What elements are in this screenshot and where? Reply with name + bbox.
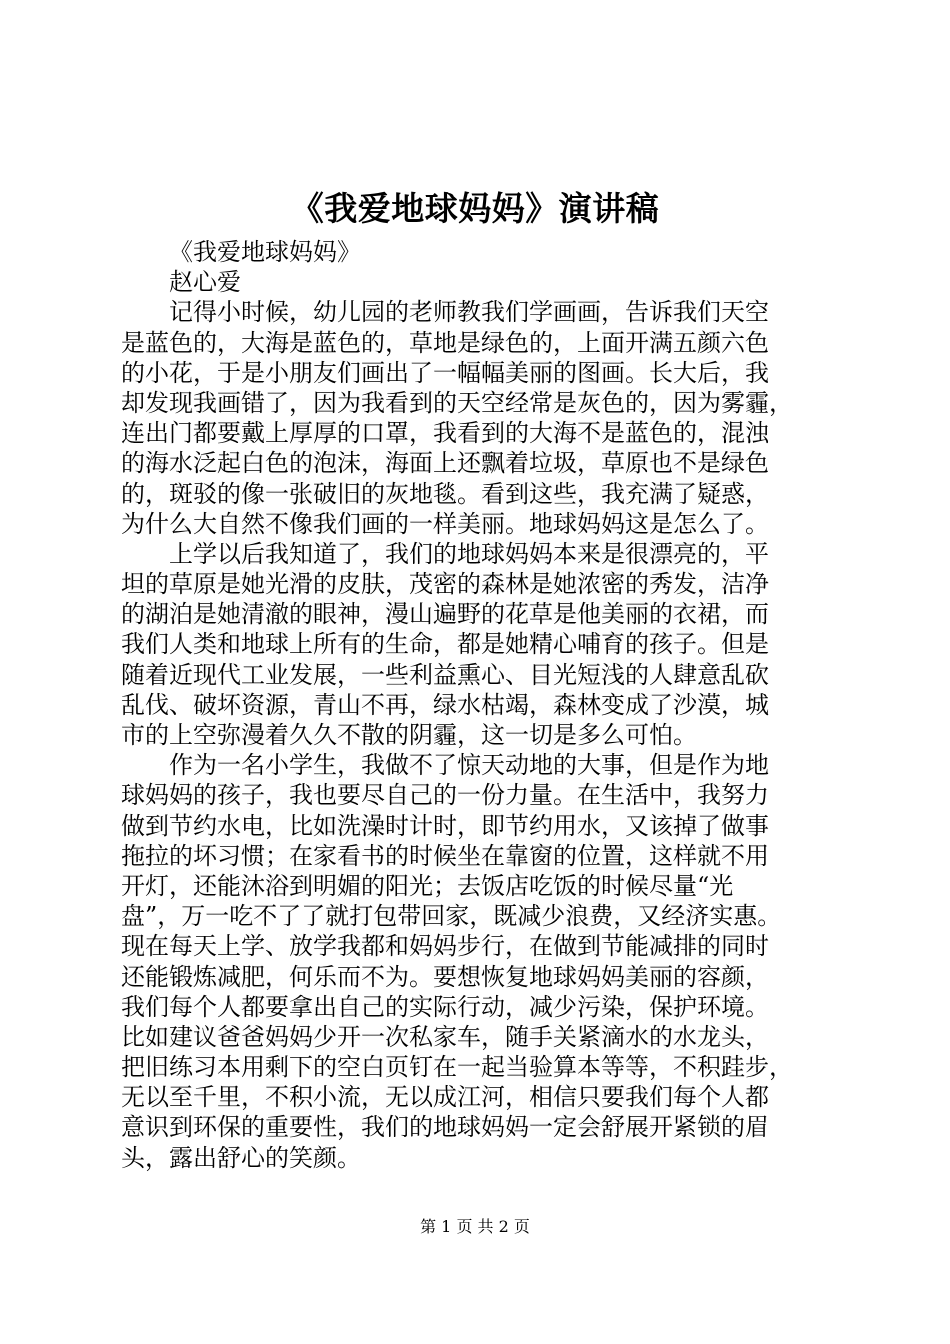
paragraph-3-line: 无以至千里，不积小流，无以成江河，相信只要我们每个人都 — [121, 1083, 769, 1112]
paragraph-3-line: 比如建议爸爸妈妈少开一次私家车，随手关紧滴水的水龙头， — [121, 1022, 769, 1051]
paragraph-2-line: 我们人类和地球上所有的生命，都是她精心哺育的孩子。但是 — [121, 630, 769, 659]
paragraph-3-line: 意识到环保的重要性，我们的地球妈妈一定会舒展开紧锁的眉 — [121, 1113, 769, 1142]
paragraph-2-line: 上学以后我知道了，我们的地球妈妈本来是很漂亮的，平 — [169, 539, 769, 568]
document-title: 《我爱地球妈妈》演讲稿 — [290, 189, 660, 228]
paragraph-2-line: 随着近现代工业发展，一些利益熏心、目光短浅的人肆意乱砍 — [121, 660, 769, 689]
paragraph-1-line: 的海水泛起白色的泡沫，海面上还飘着垃圾，草原也不是绿色 — [121, 449, 769, 478]
paragraph-2-line: 乱伐、破坏资源，青山不再，绿水枯竭，森林变成了沙漠，城 — [121, 690, 769, 719]
paragraph-2-line: 的湖泊是她清澈的眼神，漫山遍野的花草是他美丽的衣裙，而 — [121, 600, 769, 629]
paragraph-3-line: 做到节约水电，比如洗澡时计时，即节约用水，又该掉了做事 — [121, 811, 769, 840]
paragraph-3-line: 我们每个人都要拿出自己的实际行动，减少污染，保护环境。 — [121, 992, 769, 1021]
paragraph-1-line: 连出门都要戴上厚厚的口罩，我看到的大海不是蓝色的，混浊 — [121, 419, 769, 448]
subtitle-line: 《我爱地球妈妈》 — [169, 238, 361, 266]
paragraph-3-line: 把旧练习本用剩下的空白页钉在一起当验算本等等，不积跬步， — [121, 1053, 793, 1082]
paragraph-3-line: 开灯，还能沐浴到明媚的阳光；去饭店吃饭的时候尽量“光 — [121, 871, 734, 900]
paragraph-2-line: 坦的草原是她光滑的皮肤，茂密的森林是她浓密的秀发，洁净 — [121, 570, 769, 599]
paragraph-3-line: 盘”，万一吃不了了就打包带回家，既减少浪费，又经济实惠。 — [121, 902, 782, 931]
paragraph-3-line: 现在每天上学、放学我都和妈妈步行，在做到节能减排的同时 — [121, 932, 769, 961]
paragraph-3-line: 球妈妈的孩子，我也要尽自己的一份力量。在生活中，我努力 — [121, 781, 769, 810]
paragraph-3-line: 还能锻炼减肥，何乐而不为。要想恢复地球妈妈美丽的容颜， — [121, 962, 769, 991]
paragraph-2-line: 市的上空弥漫着久久不散的阴霾，这一切是多么可怕。 — [121, 721, 697, 749]
paragraph-1-line: 的小花，于是小朋友们画出了一幅幅美丽的图画。长大后，我 — [121, 358, 769, 387]
page-number-footer: 第 1 页 共 2 页 — [420, 1217, 530, 1236]
paragraph-3-line: 头，露出舒心的笑颜。 — [121, 1143, 361, 1172]
paragraph-1-line: 记得小时候，幼儿园的老师教我们学画画，告诉我们天空 — [169, 298, 769, 327]
author-line: 赵心爱 — [169, 268, 241, 297]
paragraph-1-line: 是蓝色的，大海是蓝色的，草地是绿色的，上面开满五颜六色 — [121, 328, 769, 357]
paragraph-3-line: 拖拉的坏习惯；在家看书的时候坐在靠窗的位置，这样就不用 — [121, 841, 769, 870]
paragraph-1-line: 却发现我画错了，因为我看到的天空经常是灰色的，因为雾霾， — [121, 388, 793, 417]
paragraph-1-line: 的，斑驳的像一张破旧的灰地毯。看到这些，我充满了疑惑， — [121, 479, 769, 508]
paragraph-3-line: 作为一名小学生，我做不了惊天动地的大事，但是作为地 — [169, 751, 769, 780]
paragraph-1-line: 为什么大自然不像我们画的一样美丽。地球妈妈这是怎么了。 — [121, 509, 769, 538]
document-body — [121, 237, 851, 1173]
